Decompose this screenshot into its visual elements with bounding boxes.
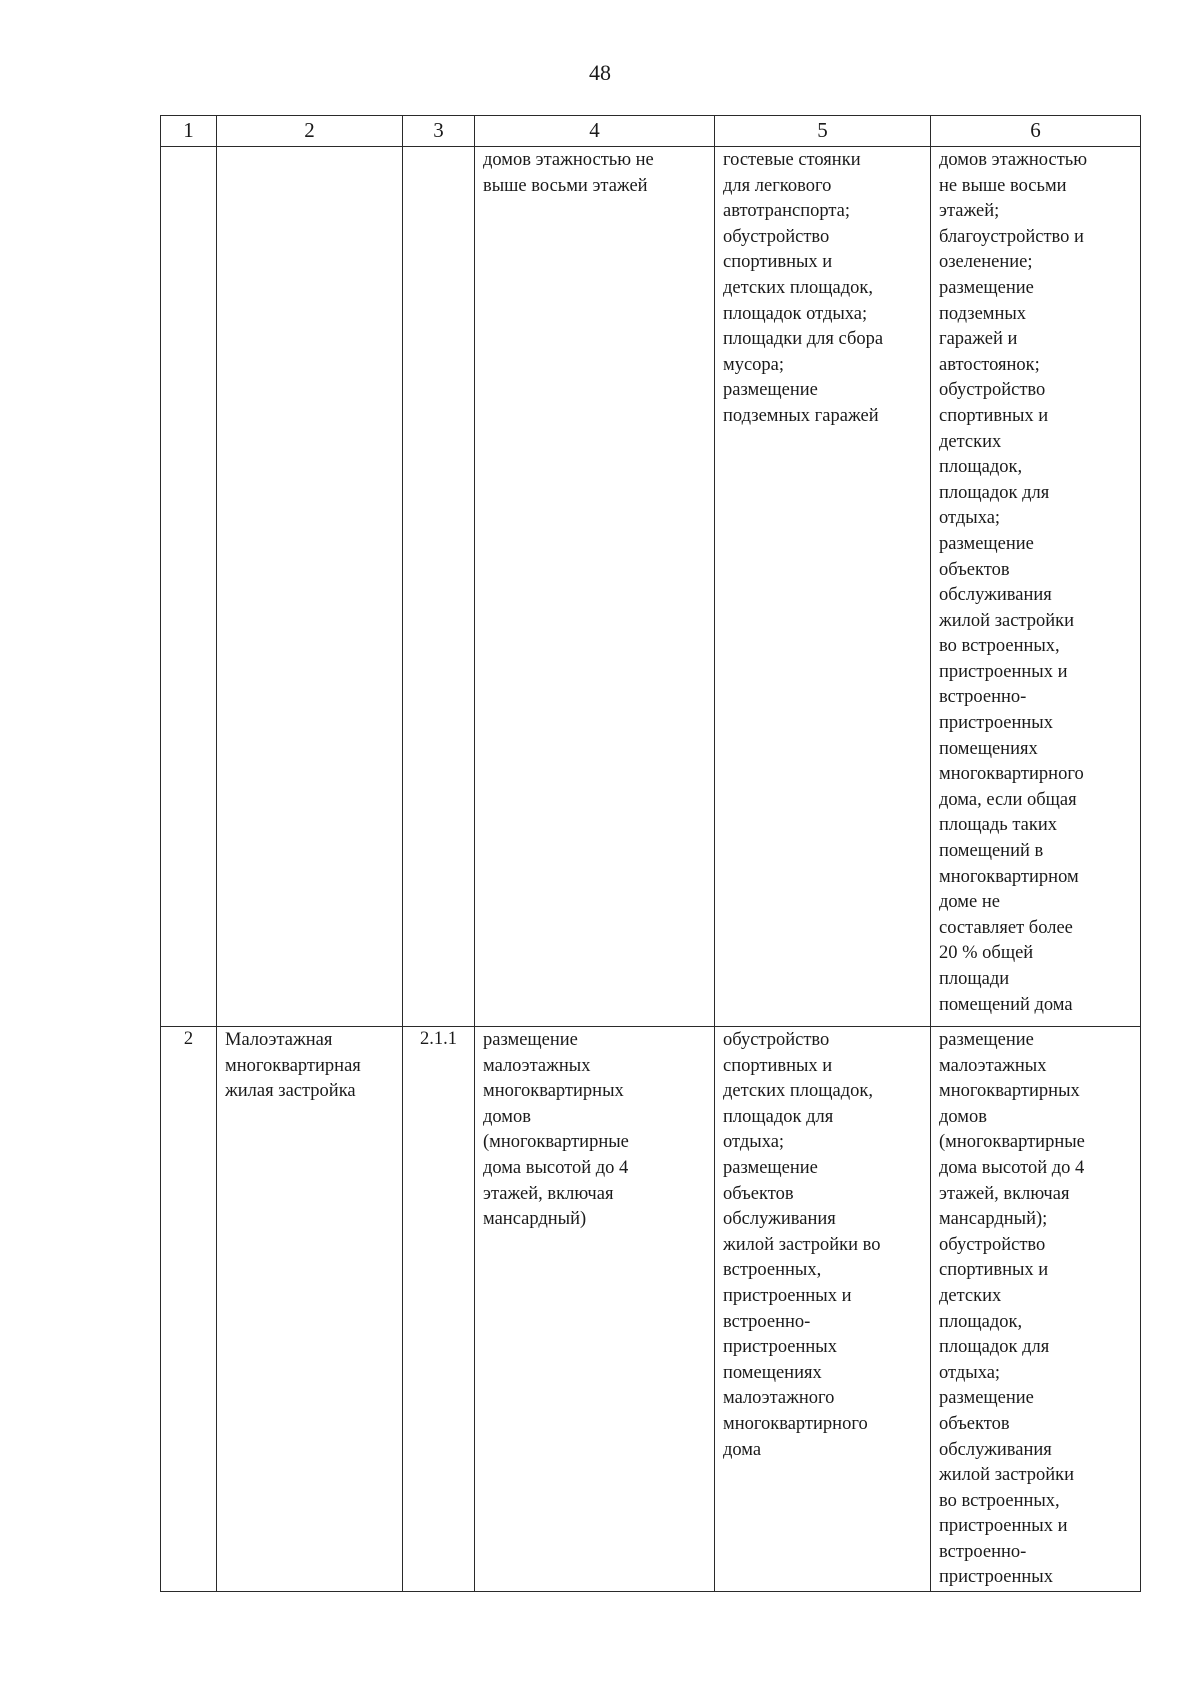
column-6-cell: размещение малоэтажных многоквартирных домов (многоквартирные дома высотой до 4 этажей, включая мансардный); обустройство спортивных и детских площадок, площадок для отдыха; размещение объектов обслуживания жилой застройки во встроенных, пристроенных и встроенно- пристроенных xyxy=(931,1027,1141,1592)
column-5-cell: обустройство спортивных и детских площадок, площадок для отдыха; размещение объектов обслуживания жилой застройки во встроенных, пристроенных и встроенно- пристроенных помещениях малоэтажного многоквартирного дома xyxy=(715,1027,931,1592)
column-header: 2 xyxy=(217,116,403,147)
use-type-name-cell xyxy=(217,147,403,1027)
column-5-cell: гостевые стоянки для легкового автотранспорта; обустройство спортивных и детских площадок, площадок отдыха; площадки для сбора мусора; размещение подземных гаражей xyxy=(715,147,931,1027)
use-type-code-cell xyxy=(403,147,475,1027)
page-number: 48 xyxy=(589,60,611,85)
table-row xyxy=(161,147,1141,1027)
column-header: 3 xyxy=(403,116,475,147)
description-cell: домов этажностью не выше восьми этажей xyxy=(475,147,715,1027)
use-type-name-cell: Малоэтажная многоквартирная жилая застройка xyxy=(217,1027,403,1592)
table-header-row xyxy=(161,116,1141,147)
land-use-table xyxy=(160,115,1141,1592)
column-header: 6 xyxy=(931,116,1141,147)
column-header: 5 xyxy=(715,116,931,147)
table-row xyxy=(161,1027,1141,1592)
use-type-code-cell: 2.1.1 xyxy=(403,1027,475,1592)
row-number-cell xyxy=(161,147,217,1027)
description-cell: размещение малоэтажных многоквартирных домов (многоквартирные дома высотой до 4 этажей, включая мансардный) xyxy=(475,1027,715,1592)
column-header: 4 xyxy=(475,116,715,147)
row-number-cell: 2 xyxy=(161,1027,217,1592)
column-header: 1 xyxy=(161,116,217,147)
column-6-cell: домов этажностью не выше восьми этажей; благоустройство и озеленение; размещение подземных гаражей и автостоянок; обустройство спортивных и детских площадок, площадок для отдыха; размещение объектов обслуживания жилой застройки во встроенных, пристроенных и встроенно- пристроенных помещениях многоквартирного дома, если общая площадь таких помещений в многоквартирном доме не составляет более 20 % общей площади помещений дома xyxy=(931,147,1141,1027)
